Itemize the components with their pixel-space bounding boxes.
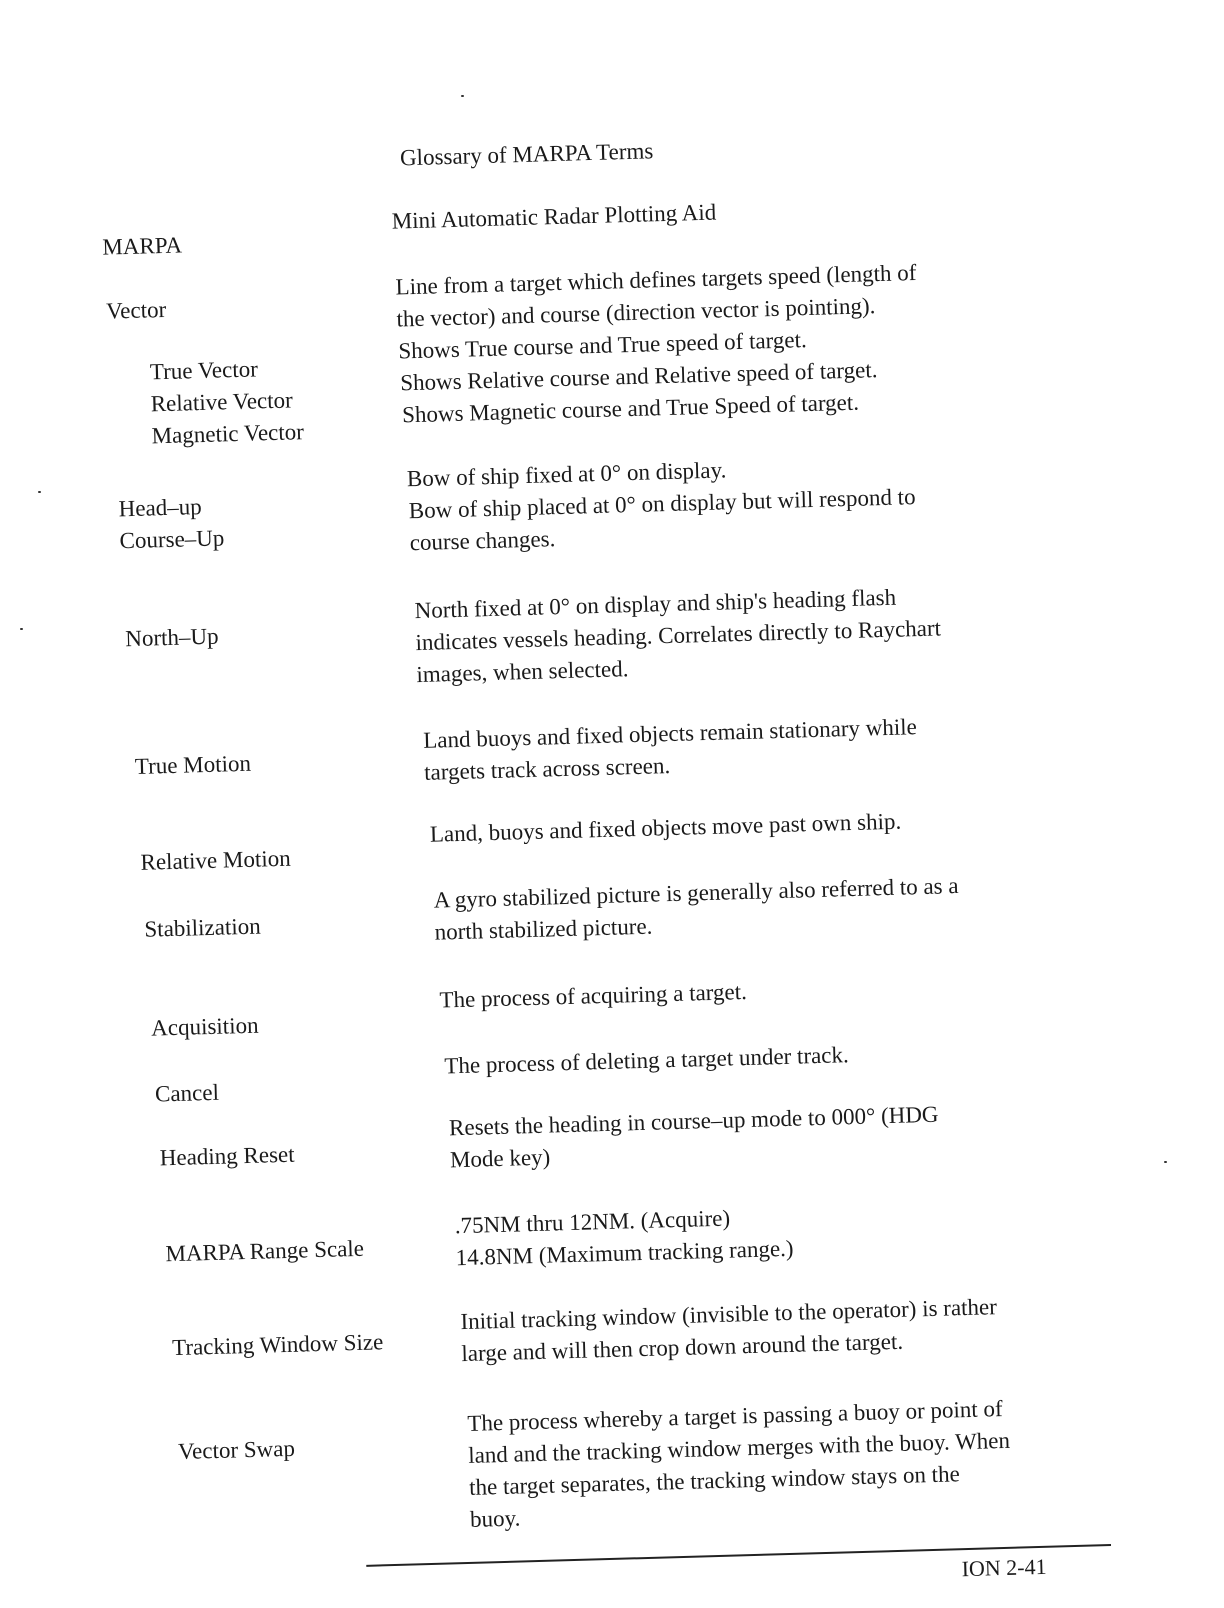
definition-heading-reset bbox=[449, 1094, 1097, 1176]
term-true-vector: True Vector bbox=[149, 356, 259, 385]
definition-marpa bbox=[391, 188, 1038, 238]
definition-true-motion bbox=[423, 707, 1071, 789]
term-acquisition: Acquisition bbox=[150, 1012, 259, 1041]
definition-line: Land buoys and fixed objects remain stationary while bbox=[422, 714, 918, 753]
definition-line: targets track across screen. bbox=[423, 753, 671, 785]
definition-line: A gyro stabilized picture is generally also referred to as a bbox=[433, 873, 959, 913]
definition-line: Bow of ship fixed at 0° on display. bbox=[406, 457, 727, 492]
definition-line: Shows True course and True speed of target. bbox=[398, 327, 808, 364]
term-head-up: Head–up bbox=[118, 494, 203, 522]
term-magnetic-vector: Magnetic Vector bbox=[151, 419, 305, 449]
definition-cancel bbox=[444, 1032, 1091, 1082]
definition-line: Shows Relative course and Relative speed of target. bbox=[399, 357, 878, 396]
term-cancel: Cancel bbox=[154, 1079, 220, 1107]
definition-vector-swap bbox=[467, 1390, 1116, 1536]
scan-speck bbox=[20, 628, 23, 630]
definition-line: North fixed at 0° on display and ship's heading flash bbox=[414, 584, 897, 624]
definition-line: the vector) and course (direction vector is pointing). bbox=[396, 293, 876, 332]
definition-line: Shows Magnetic course and True Speed of target. bbox=[401, 389, 860, 428]
definition-line: course changes. bbox=[409, 526, 556, 556]
definition-line: buoy. bbox=[469, 1505, 521, 1532]
term-true-motion: True Motion bbox=[134, 750, 252, 779]
definition-relative-motion bbox=[429, 801, 1076, 851]
page-title: Glossary of MARPA Terms bbox=[399, 138, 654, 171]
scan-speck bbox=[38, 491, 41, 493]
definition-acquisition bbox=[439, 967, 1086, 1017]
definition-line: The process whereby a target is passing a buoy or point of bbox=[467, 1396, 1003, 1436]
term-north-up: North–Up bbox=[124, 623, 219, 652]
definition-line: Line from a target which defines targets speed (length of bbox=[395, 259, 917, 300]
term-relative-motion: Relative Motion bbox=[140, 845, 291, 875]
definition-line: .75NM thru 12NM. (Acquire) bbox=[454, 1205, 731, 1239]
term-course-up: Course–Up bbox=[119, 525, 225, 554]
term-tracking-window-size: Tracking Window Size bbox=[171, 1329, 384, 1361]
definition-line: Initial tracking window (invisible to the operator) is rather bbox=[460, 1294, 998, 1335]
definition-line: indicates vessels heading. Correlates directly to Raychart bbox=[415, 615, 942, 656]
definition-line: The process of deleting a target under track. bbox=[444, 1042, 850, 1079]
scan-speck bbox=[461, 95, 464, 97]
definition-line: the target separates, the tracking window stays on the bbox=[468, 1461, 961, 1500]
term-vector-swap: Vector Swap bbox=[177, 1435, 296, 1465]
term-heading-reset: Heading Reset bbox=[159, 1141, 295, 1171]
term-stabilization: Stabilization bbox=[144, 913, 262, 942]
definition-line: The process of acquiring a target. bbox=[439, 978, 748, 1013]
definition-north-up bbox=[414, 577, 1062, 691]
definition-line: Mode key) bbox=[449, 1144, 551, 1173]
definition-line: large and will then crop down around the target. bbox=[461, 1328, 904, 1367]
definition-line: images, when selected. bbox=[416, 656, 629, 688]
page-footer: ION 2-41 bbox=[961, 1553, 1047, 1582]
term-marpa: MARPA bbox=[102, 232, 183, 260]
term-marpa-range-scale: MARPA Range Scale bbox=[165, 1235, 365, 1267]
definition-stabilization bbox=[433, 867, 1081, 949]
definition-line: 14.8NM (Maximum tracking range.) bbox=[455, 1235, 794, 1271]
term-vector: Vector bbox=[105, 296, 167, 324]
definition-tracking-window-size bbox=[460, 1288, 1108, 1370]
scan-speck bbox=[1164, 1161, 1167, 1163]
definition-line: Resets the heading in course–up mode to 000° (HDG bbox=[448, 1101, 939, 1141]
definition-marpa-range-scale bbox=[454, 1192, 1102, 1274]
definition-line: Land, buoys and fixed objects move past own ship. bbox=[429, 808, 902, 847]
definition-line: Bow of ship placed at 0° on display but will respond to bbox=[408, 484, 916, 524]
definition-line: north stabilized picture. bbox=[434, 913, 653, 945]
definition-line: Mini Automatic Radar Plotting Aid bbox=[391, 199, 717, 234]
definition-line: land and the tracking window merges with the buoy. When bbox=[467, 1427, 1011, 1468]
term-relative-vector: Relative Vector bbox=[150, 387, 294, 417]
